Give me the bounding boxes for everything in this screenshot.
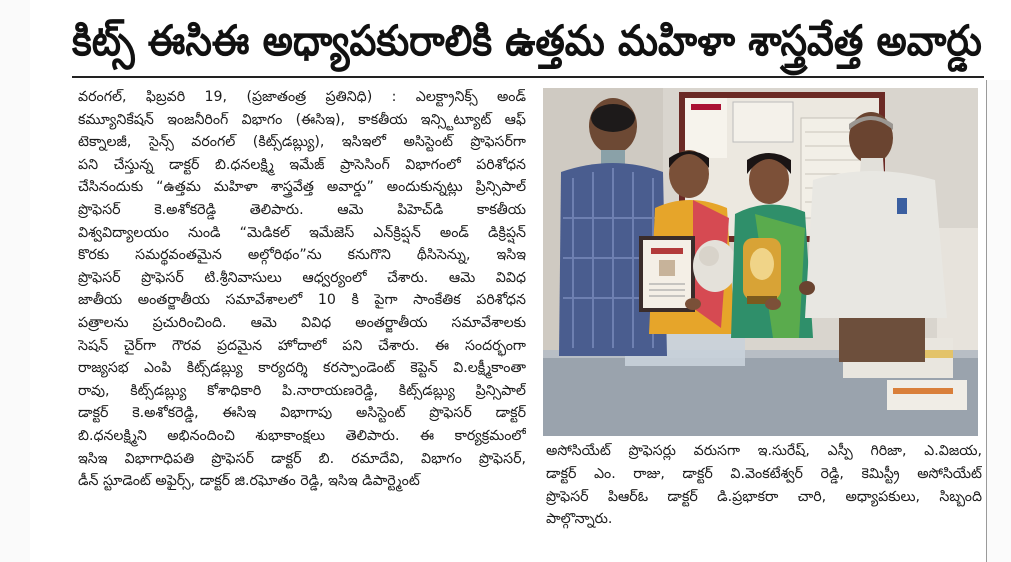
body-text-line: బి.ధనలక్ష్మిని అభినందించి శుభాకాంక్షలు తెలిపారు. ఈ కార్యక్రమంలో	[78, 427, 526, 444]
headline-rule	[72, 76, 984, 78]
caption-text-line: డాక్టర్ ఎం. రాజు, డాక్టర్ వి.వెంకటేశ్వర్ రెడ్డి, కెమిస్ట్రీ అసోసియేట్	[546, 465, 982, 482]
page-margin	[0, 0, 30, 562]
body-text-line: ప్రొఫెసర్ ప్రొఫెసర్ టి.శ్రీనివాసులు ఆధ్వర్యంలో చేశారు. ఆమె వివిధ	[78, 269, 526, 286]
article-body	[78, 86, 526, 556]
body-text-line: డాక్టర్ కె.అశోకరెడ్డి, ఈసిఇ విభాగాపు అసిస్టెంట్ ప్రొఫెసర్ డాక్టర్	[78, 405, 526, 422]
award-photo	[543, 88, 978, 436]
body-text-line: పని చేస్తున్న డాక్టర్ బి.ధనలక్ష్మి ఇమేజ్ ప్రాసెసింగ్ విభాగంలో పరిశోధన	[78, 156, 526, 173]
body-text-line: చేసినందుకు “ఉత్తమ మహిళా శాస్త్రవేత్త అవార్డు” అందుకున్నట్లు ప్రిన్సిపాల్	[78, 179, 526, 196]
body-text-line: రావు, కిట్స్‌డబ్ల్యు కోశాధికారి పి.నారాయణరెడ్డి, కిట్స్‌డబ్ల్యు ప్రిన్సిపాల్	[78, 382, 526, 399]
body-text-line: ఇసిఇ విభాగాధిపతి ప్రొఫెసర్ డాక్టర్ బి. రమాదేవి, విభాగం ప్రొఫెసర్,	[78, 450, 526, 467]
body-text-line: విశ్వవిద్యాలయం నుండి “మెడికల్ ఇమేజెస్ ఎన్‌క్రిప్షన్ అండ్ డిక్రిప్షన్	[78, 224, 526, 241]
adjacent-column-edge	[986, 80, 1011, 562]
body-text-line: వరంగల్, ఫిబ్రవరి 19, (ప్రజాతంత్ర ప్రతినిధి) : ఎలక్ట్రానిక్స్ అండ్	[78, 89, 526, 105]
caption-text-line: పాల్గొన్నారు.	[546, 511, 613, 528]
body-text-line: రాజ్యసభ ఎంపి కిట్స్‌డబ్ల్యు కార్యదర్శి కరస్పాండెంట్ కెప్టెన్ వి.లక్ష్మీకాంతా	[78, 360, 526, 377]
body-text-line: సెషన్ చైర్‌గా గౌరవ ప్రదమైన హోదాలో పని చేశారు. ఈ సందర్భంగా	[78, 337, 526, 354]
award-ceremony-picture	[543, 88, 978, 436]
body-text-line: ప్రొఫెసర్ కె.అశోకరెడ్డి తెలిపారు. ఆమె పిహెచ్‌డి కాకతీయ	[78, 201, 526, 218]
body-text-line: టెక్నాలజీ, సైన్స్ వరంగల్ (కిట్స్‌డబ్ల్యు), ఇసిఇలో అసిస్టెంట్ ప్రొఫెసర్‌గా	[78, 134, 526, 151]
body-text-line: కమ్యూనికేషన్ ఇంజనీరింగ్ విభాగం (ఈసిఇ), కాకతీయ ఇన్స్టిట్యూట్ ఆఫ్	[78, 111, 526, 128]
headline: కిట్స్ ఈసిఈ అధ్యాపకురాలికి ఉత్తమ మహిళా శాస్త్రవేత్త అవార్డు	[72, 16, 982, 65]
body-text-line: జాతీయ అంతర్జాతీయ సమావేశాలలో 10 కి పైగా సాంకేతిక పరిశోధన	[78, 292, 526, 309]
caption-text-line: ప్రొఫెసర్ పిఆర్‌ఓ డాక్టర్ డి.ప్రభాకరా చారి, అధ్యాపకులు, సిబ్బంది	[546, 488, 982, 505]
photo-caption	[546, 440, 982, 556]
body-text-line: డీన్ స్టూడెంట్ అఫైర్స్, డాక్టర్ జి.రఘోతం రెడ్డి, ఇసిఇ డిపార్ట్మెంట్	[78, 473, 420, 490]
body-text-line: పత్రాలను ప్రచురించింది. ఆమె వివిధ అంతర్జాతీయ సమావేశాలకు	[78, 314, 526, 331]
caption-text-line: అసోసియేట్ ప్రొఫెసర్లు వరుసగా ఇ.సురేష్, ఎస్పీ గిరిజా, ఎ.విజయ,	[546, 443, 982, 459]
body-text-line: కొరకు సమర్థవంతమైన అల్గోరిథం”ను కనుగొని థీసిసెన్ను, ఇసిఇ	[78, 247, 526, 264]
